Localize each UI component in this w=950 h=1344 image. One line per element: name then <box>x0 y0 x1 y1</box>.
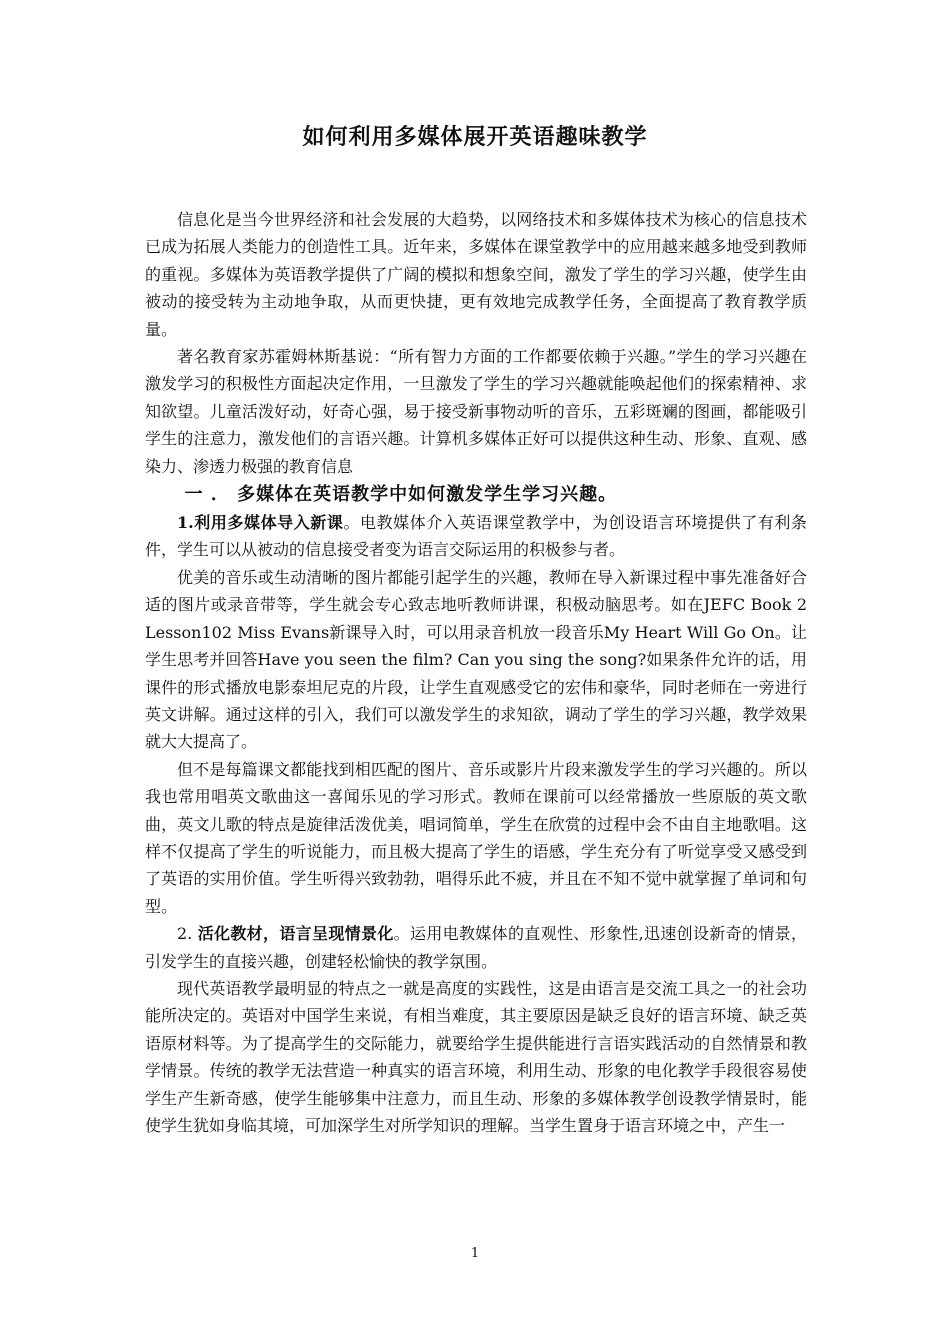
paragraph-point-1 <box>145 509 807 564</box>
point-2-text: 。运用电教媒体的直观性、形象性,迅速创设新奇的情景，引发学生的直接兴趣，创建轻松愉快的教学氛围。 <box>145 924 807 971</box>
page-number: 1 <box>470 1246 480 1261</box>
document-title: 如何利用多媒体展开英语趣味教学 <box>302 124 648 150</box>
paragraph-practice: 现代英语教学最明显的特点之一就是高度的实践性，这是由语言是交流工具之一的社会功能所决定的。英语对中国学生来说，有相当难度，其主要原因是缺乏良好的语言环境、缺乏英语原材料等。为了提高学生的交际能力，就要给学生提供能进行言语实践活动的自然情景和教学情景。传统的教学无法营造一种真实的语言环境，利用生动、形象的电化教学手段很容易使学生产生新奇感，使学生能够集中注意力，而且生动、形象的多媒体教学创设教学情景时，能使学生犹如身临其境，可加深学生对所学知识的理解。当学生置身于语言环境之中，产生一 <box>145 978 807 1135</box>
paragraph-intro: 信息化是当今世界经济和社会发展的大趋势，以网络技术和多媒体技术为核心的信息技术已成为拓展人类能力的创造性工具。近年来，多媒体在课堂教学中的应用越来越多地受到教师的重视。多媒体为英语教学提供了广阔的模拟和想象空间，激发了学生的学习兴趣，使学生由被动的接受转为主动地争取，从而更快捷，更有效地完成教学任务，全面提高了教育教学质量。 <box>145 210 807 339</box>
point-2-number: 2. <box>177 924 198 944</box>
paragraph-point-2 <box>145 920 807 975</box>
paragraph-english-songs: 但不是每篇课文都能找到相匹配的图片、音乐或影片片段来激发学生的学习兴趣的。所以我也常用唱英文歌曲这一喜闻乐见的学习形式。教师在课前可以经常播放一些原版的英文歌曲，英文儿歌的特点是旋律活泼优美，唱词简单，学生在欣赏的过程中会不由自主地歌唱。这样不仅提高了学生的听说能力，而且极大提高了学生的语感，学生充分有了听觉享受又感受到了英语的实用价值。学生听得兴致勃勃，唱得乐此不疲，并且在不知不觉中就掌握了单词和句型。 <box>145 759 807 916</box>
paragraph-interest-quote: 著名教育家苏霍姆林斯基说：“所有智力方面的工作都要依赖于兴趣。”学生的学习兴趣在激发学习的积极性方面起决定作用，一旦激发了学生的学习兴趣就能唤起他们的探索精神、求知欲望。儿童活泼好动，好奇心强，易于接受新事物动听的音乐，五彩斑斓的图画，都能吸引学生的注意力，激发他们的言语兴趣。计算机多媒体正好可以提供这种生动、形象、直观、感染力、渗透力极强的教育信息 <box>145 347 807 476</box>
paragraph-music-images: 优美的音乐或生动清晰的图片都能引起学生的兴趣，教师在导入新课过程中事先准备好合适的图片或录音带等，学生就会专心致志地听教师讲课，积极动脑思考。如在JEFC Book 2 Lesson102 Miss Evans新课导入时，可以用录音机放一段音乐My Heart Will Go On。让学生思考并回答Have you seen the film? Can you sing the song?如果条件允许的话，用课件的形式播放电影泰坦尼克的片段，让学生直观感受它的宏伟和豪华，同时老师在一旁进行英文讲解。通过这样的引入，我们可以激发学生的求知欲，调动了学生的学习兴趣，教学效果就大大提高了。 <box>145 567 807 752</box>
section-heading-1: 一 ． 多媒体在英语教学中如何激发学生学习兴趣。 <box>184 484 618 506</box>
document-body <box>145 206 807 1139</box>
point-1-lead: 1.利用多媒体导入新课 <box>177 513 344 533</box>
point-2-lead: 活化教材，语言呈现情景化 <box>197 924 394 944</box>
point-1-text: 。电教媒体介入英语课堂教学中，为创设语言环境提供了有利条件，学生可以从被动的信息接受者变为语言交际运用的积极参与者。 <box>145 513 807 560</box>
